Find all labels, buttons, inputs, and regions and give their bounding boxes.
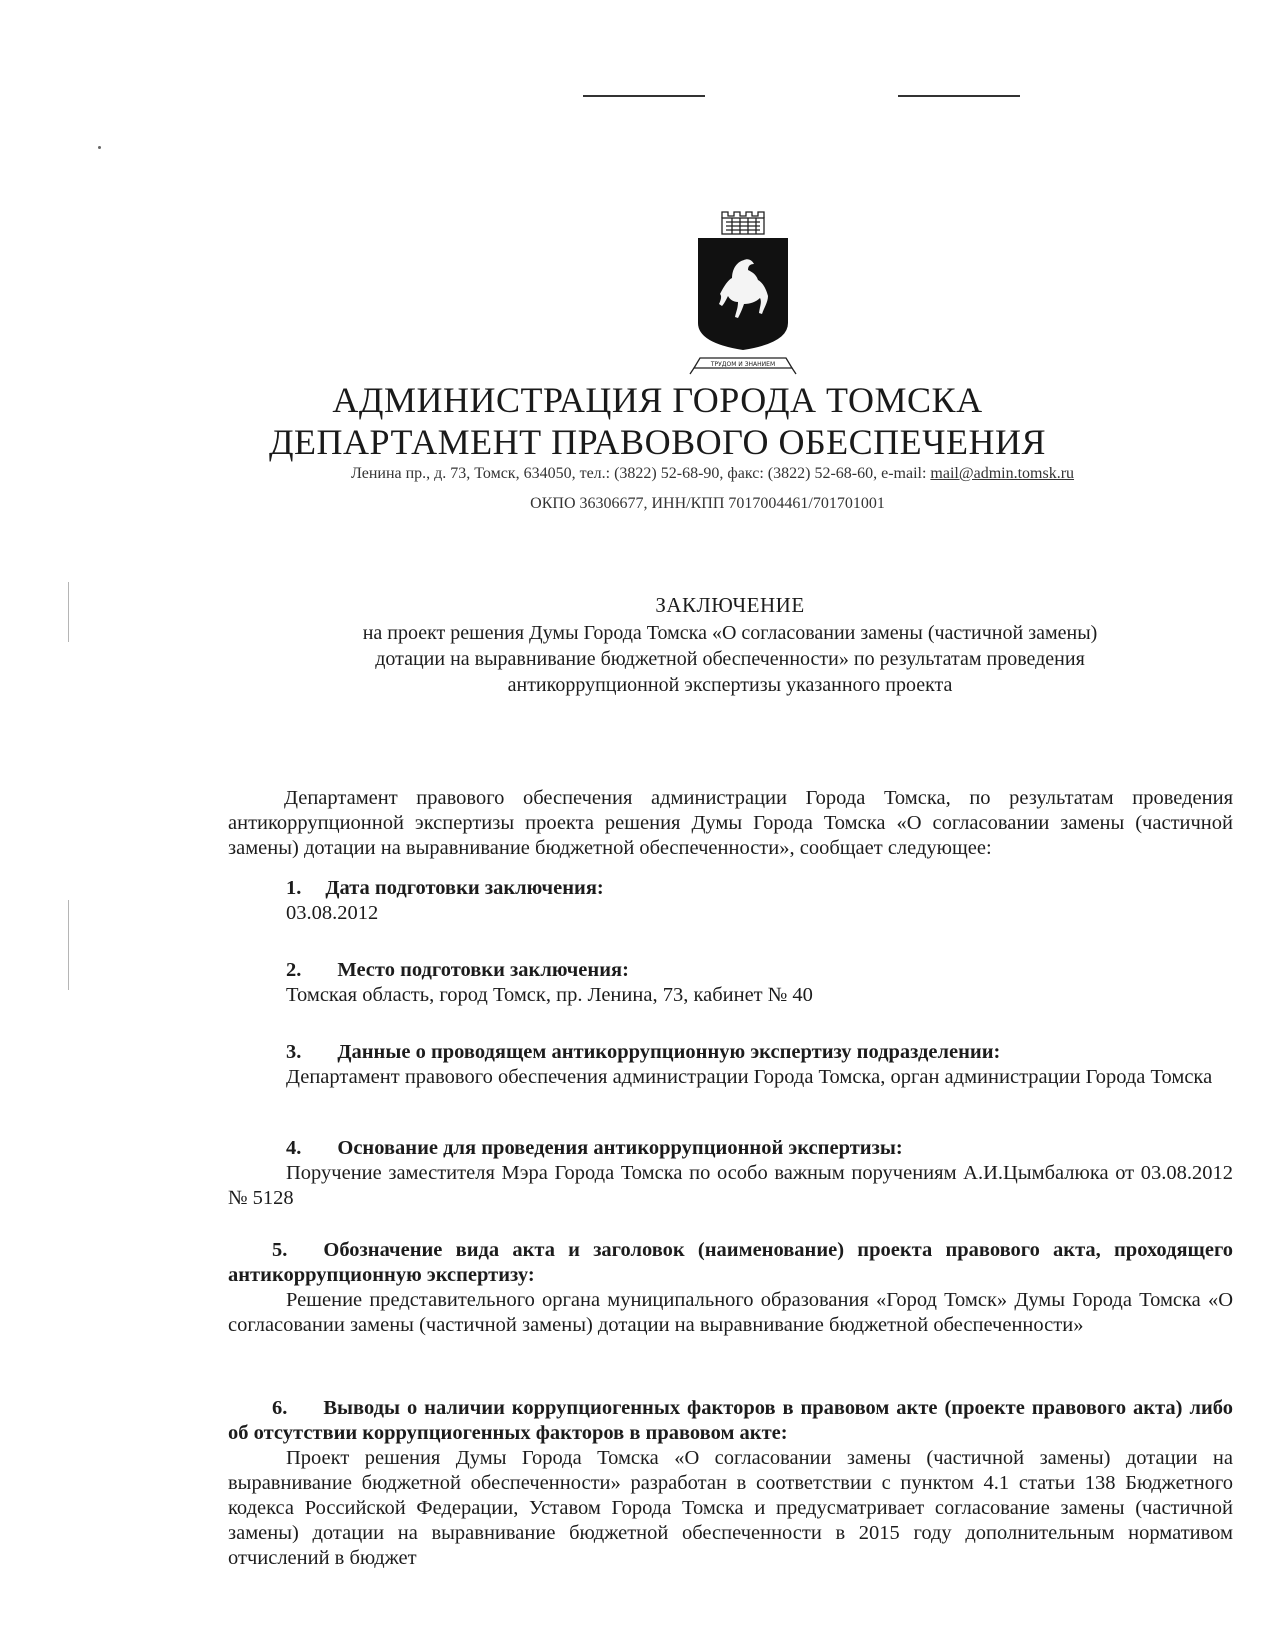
section-text: 03.08.2012 xyxy=(286,902,379,924)
document-title: ЗАКЛЮЧЕНИЕ xyxy=(655,593,805,617)
section-heading-text: Выводы о наличии коррупциогенных факторов в правовом акте (проекте правового акта) либо об отсутствии коррупциогенных факторов в правовом акте: xyxy=(228,1397,1233,1444)
section-heading xyxy=(228,1238,1233,1288)
section-6 xyxy=(228,1396,1233,1571)
section-text: Томская область, город Томск, пр. Ленина, 73, кабинет № 40 xyxy=(286,984,813,1006)
section-heading-text: Дата подготовки заключения: xyxy=(325,877,604,899)
org-name-line2: ДЕПАРТАМЕНТ ПРАВОВОГО ОБЕСПЕЧЕНИЯ xyxy=(268,422,1047,462)
section-heading xyxy=(228,876,1233,901)
registry-codes: ОКПО 36306677, ИНН/КПП 7017004461/701701001 xyxy=(530,495,885,512)
document-subtitle-line1: на проект решения Думы Города Томска «О согласовании замены (частичной замены) xyxy=(362,622,1098,644)
intro-paragraph: Департамент правового обеспечения администрации Города Томска, по результатам проведения антикоррупционной экспертизы проекта решения Думы Города Томска «О согласовании замены (частичной замены) дотации на выравнивание бюджетной обеспеченности», сообщает следующее: xyxy=(228,787,1233,859)
section-heading-text: Основание для проведения антикоррупционной экспертизы: xyxy=(337,1137,903,1159)
scan-rule-right xyxy=(898,95,1020,97)
section-1 xyxy=(228,876,1233,926)
section-number: 4. xyxy=(286,1137,302,1159)
emblem-motto: ТРУДОМ И ЗНАНИЕМ xyxy=(710,361,776,368)
section-heading xyxy=(228,1040,1233,1065)
email-link[interactable]: mail@admin.tomsk.ru xyxy=(930,465,1075,482)
section-number: 1. xyxy=(286,877,302,899)
section-number: 3. xyxy=(286,1041,302,1063)
section-heading xyxy=(228,1396,1233,1446)
section-4 xyxy=(228,1136,1233,1211)
section-heading xyxy=(228,958,1233,983)
section-text: Департамент правового обеспечения администрации Города Томска, орган администрации Города Томска xyxy=(286,1066,1213,1088)
document-subtitle-line3: антикоррупционной экспертизы указанного проекта xyxy=(507,674,953,696)
document-heading xyxy=(280,592,1180,698)
contact-line xyxy=(75,465,1275,483)
section-3 xyxy=(228,1040,1233,1090)
org-name-line1: АДМИНИСТРАЦИЯ ГОРОДА ТОМСКА xyxy=(332,380,983,420)
address-text: Ленина пр., д. 73, Томск, 634050, тел.: (3822) 52-68-90, факс: (3822) 52-68-60, e-mail: xyxy=(350,465,931,482)
document-subtitle-line2: дотации на выравнивание бюджетной обеспеченности» по результатам проведения xyxy=(375,648,1085,670)
section-heading xyxy=(228,1136,1233,1161)
section-2 xyxy=(228,958,1233,1008)
tomsk-coat-of-arms-emblem xyxy=(688,208,798,388)
section-5 xyxy=(228,1238,1233,1338)
scan-edge-mark xyxy=(68,900,69,990)
section-text: Поручение заместителя Мэра Города Томска по особо важным поручениям А.И.Цымбалюка от 03.08.2012 № 5128 xyxy=(228,1162,1233,1209)
section-text: Решение представительного органа муниципального образования «Город Томск» Думы Города Томска «О согласовании замены (частичной замены) дотации на выравнивание бюджетной обеспеченности» xyxy=(228,1289,1233,1336)
scan-edge-mark xyxy=(68,582,69,642)
section-heading-text: Данные о проводящем антикоррупционную экспертизу подразделении: xyxy=(337,1041,1001,1063)
section-number: 5. xyxy=(272,1239,288,1261)
section-text: Проект решения Думы Города Томска «О согласовании замены (частичной замены) дотации на выравнивание бюджетной обеспеченности» разработан в соответствии с пунктом 4.1 статьи 138 Бюджетного кодекса Российской Федерации, Уставом Города Томска и предусматривает согласование замены (частичной замены) дотации на выравнивание бюджетной обеспеченности в 2015 году дополнительным нормативом отчислений в бюджет xyxy=(228,1447,1233,1569)
scan-rule-left xyxy=(583,95,705,97)
scan-dot xyxy=(98,146,101,149)
section-heading-text: Обозначение вида акта и заголовок (наименование) проекта правового акта, проходящего антикоррупционную экспертизу: xyxy=(228,1239,1233,1286)
section-number: 6. xyxy=(272,1397,288,1419)
section-number: 2. xyxy=(286,959,302,981)
section-heading-text: Место подготовки заключения: xyxy=(337,959,629,981)
